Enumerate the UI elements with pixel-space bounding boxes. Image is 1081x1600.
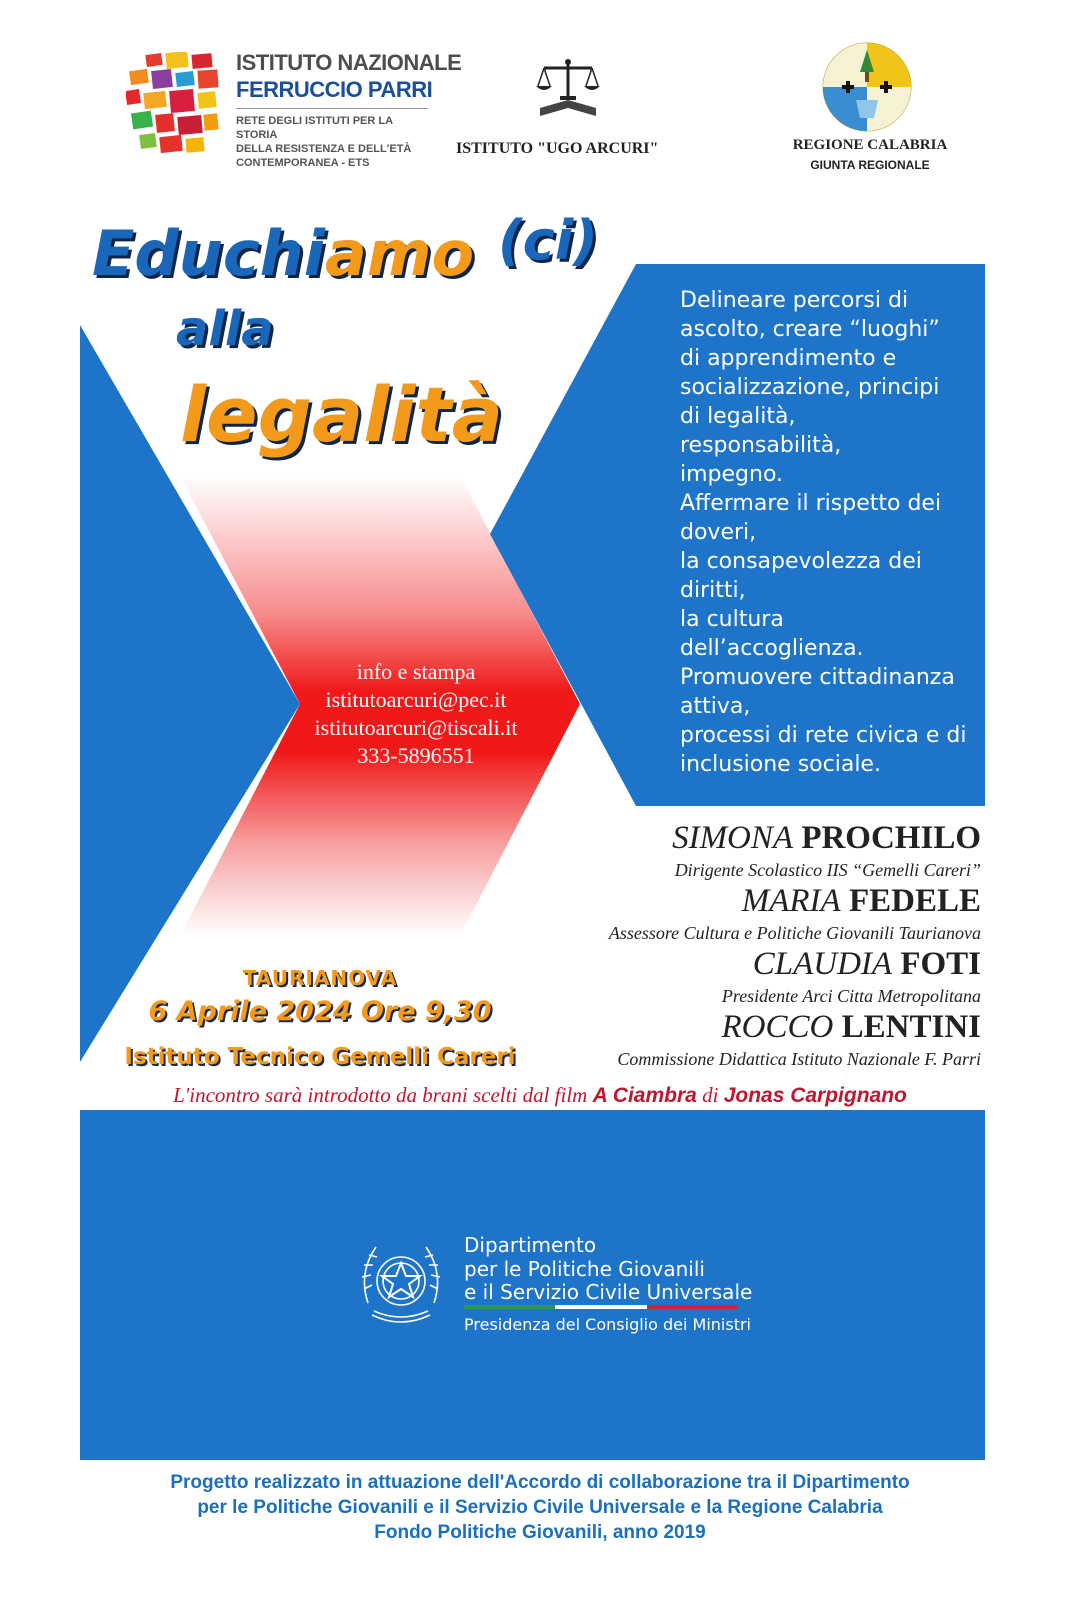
objectives-line: la consapevolezza dei (680, 549, 922, 574)
presidency-label: Presidenza del Consiglio dei Ministri (464, 1315, 751, 1334)
parri-subtitle-line1: RETE DEGLI ISTITUTI PER LA STORIA (236, 115, 393, 141)
arcuri-name: ISTITUTO "UGO ARCURI" (456, 140, 659, 157)
speaker-first-name: ROCCO (721, 1009, 834, 1045)
tricolor-bar (464, 1305, 738, 1309)
footer-line: Fondo Politiche Giovanili, anno 2019 (374, 1522, 706, 1543)
event-date: 6 Aprile 2024 Ore 9,30 (148, 996, 492, 1027)
objectives-line: responsabilità, (680, 433, 842, 458)
parri-mosaic-logo (126, 52, 222, 156)
objectives-line: inclusione sociale. (680, 752, 881, 777)
speaker-name (461, 820, 981, 857)
intro-director: Jonas Carpignano (723, 1084, 907, 1107)
intro-text: L'incontro sarà introdotto da brani scelti dal film (173, 1083, 593, 1107)
speaker-role: Commissione Didattica Istituto Nazionale F. Parri (617, 1049, 981, 1069)
speaker-last-name: FEDELE (848, 883, 981, 919)
speaker-role: Presidente Arci Citta Metropolitana (721, 986, 981, 1006)
footer-line: per le Politiche Giovanili e il Servizio Civile Universale e la Regione Calabria (197, 1497, 883, 1518)
objectives-text (680, 286, 980, 779)
objectives-line: impegno. (680, 462, 784, 487)
parri-subtitle-line2: DELLA RESISTENZA E DELL'ETÀ (236, 143, 412, 155)
objectives-line: di legalità, (680, 404, 796, 429)
speaker-name (461, 946, 981, 983)
speaker-first-name: MARIA (741, 883, 841, 919)
objectives-line: Affermare il rispetto dei (680, 491, 942, 516)
speaker-role: Dirigente Scolastico IIS “Gemelli Careri” (674, 860, 981, 880)
department-line3: e il Servizio Civile Universale (464, 1280, 753, 1304)
event-city: TAURIANOVA (242, 966, 398, 990)
parri-title-line2: FERRUCCIO PARRI (236, 77, 433, 102)
parri-title-line1: ISTITUTO NAZIONALE (236, 50, 462, 75)
objectives-line: doveri, (680, 520, 757, 545)
objectives-line: Delineare percorsi di (680, 288, 909, 313)
info-stampa (296, 658, 536, 770)
regione-calabria-name: REGIONE CALABRIA (792, 137, 948, 153)
speaker-first-name: SIMONA (672, 820, 794, 856)
objectives-line: ascolto, creare “luoghi” (680, 317, 940, 342)
speaker-last-name: LENTINI (841, 1009, 981, 1045)
parri-subtitle (236, 114, 436, 170)
speaker-last-name: FOTI (900, 946, 981, 982)
speaker-first-name: CLAUDIA (752, 946, 893, 982)
department-line1: Dipartimento (464, 1233, 597, 1257)
parri-divider (236, 108, 428, 109)
objectives-line: processi di rete civica e di (680, 723, 967, 748)
scales-of-justice-icon (532, 56, 604, 122)
parri-subtitle-line3: CONTEMPORANEA - ETS (236, 157, 370, 169)
intro-film-title: A Ciambra (592, 1084, 697, 1107)
objectives-line: attiva, (680, 694, 751, 719)
regione-calabria-emblem (822, 42, 912, 132)
speaker-name (461, 883, 981, 920)
intro-di: di (696, 1083, 724, 1107)
info-phone: 333-5896551 (357, 743, 475, 768)
event-venue: Istituto Tecnico Gemelli Careri (124, 1044, 516, 1070)
objectives-line: Promuovere cittadinanza (680, 665, 955, 690)
objectives-line: la cultura (680, 607, 784, 632)
objectives-line: diritti, (680, 578, 746, 603)
footer-line: Progetto realizzato in attuazione dell'Accordo di collaborazione tra il Dipartimento (170, 1472, 910, 1493)
project-footer (40, 1470, 1040, 1545)
title-educhiamo: Educhiamo (92, 217, 475, 290)
title-ci: (ci) (498, 209, 598, 272)
speakers-list (461, 820, 981, 1072)
objectives-line: dell’accoglienza. (680, 636, 864, 661)
giunta-regionale-label: GIUNTA REGIONALE (810, 158, 930, 172)
italian-republic-emblem-icon (356, 1233, 446, 1331)
speaker-role: Assessore Cultura e Politiche Giovanili Taurianova (608, 923, 981, 943)
info-email-pec[interactable]: istitutoarcuri@pec.it (325, 687, 507, 712)
info-email-tiscali[interactable]: istitutoarcuri@tiscali.it (314, 715, 518, 740)
speaker-last-name: PROCHILO (801, 820, 981, 856)
title-alla: alla (176, 301, 274, 357)
title-educhiamo-amo: amo (325, 217, 475, 290)
objectives-line: di apprendimento e (680, 346, 897, 371)
title-legalita: legalità (180, 370, 503, 459)
info-label: info e stampa (356, 659, 476, 684)
speaker-name (461, 1009, 981, 1046)
intro-line (60, 1083, 1020, 1108)
department-line2: per le Politiche Giovanili (464, 1257, 705, 1281)
objectives-line: socializzazione, principi (680, 375, 940, 400)
